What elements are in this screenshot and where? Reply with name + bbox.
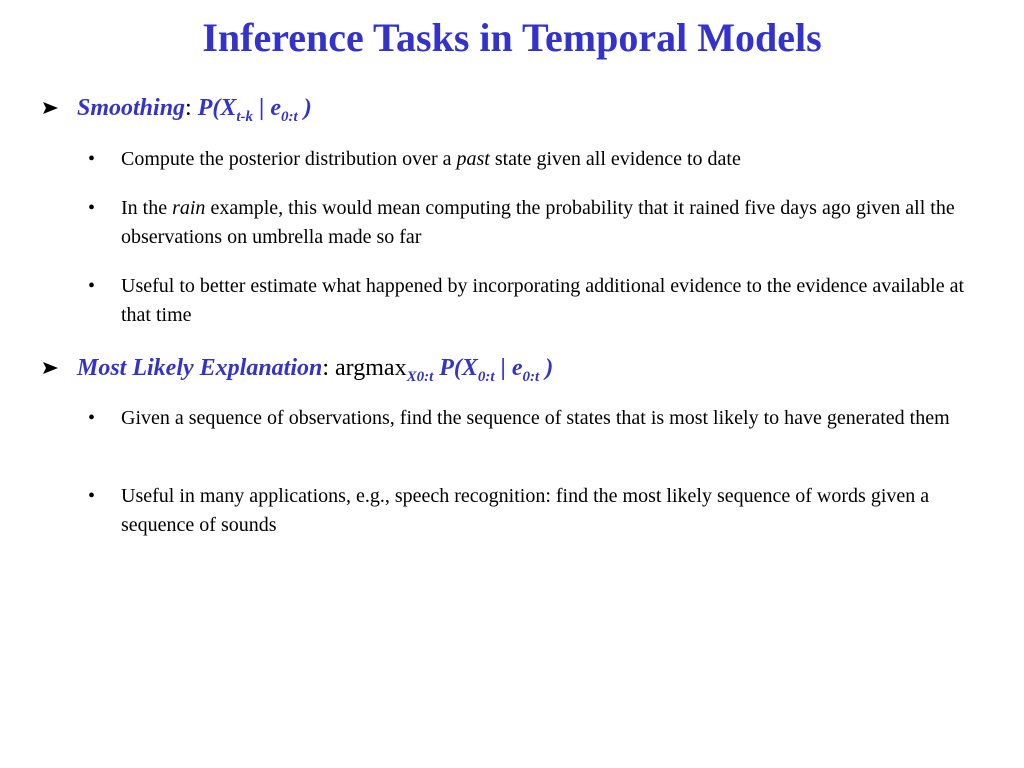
formula-subscript: 0:t bbox=[522, 369, 540, 385]
mle-formula bbox=[433, 355, 554, 385]
argmax-text: argmax bbox=[335, 355, 407, 381]
formula-suffix: ) bbox=[297, 95, 312, 121]
text-run: example, this would mean computing the probability that it rained five days ago given all the observations on umbrella made so far bbox=[121, 197, 955, 248]
formula-subscript: 0:t bbox=[281, 109, 298, 125]
bullet-dot-icon: • bbox=[88, 275, 96, 297]
list-item-text: Useful to better estimate what happened by incorporating additional evidence to the evidence available at that time bbox=[121, 275, 965, 326]
formula-prefix: P(X bbox=[433, 355, 478, 381]
formula-suffix: ) bbox=[539, 355, 554, 381]
bullet-dot-icon: • bbox=[88, 148, 96, 170]
list-item-text bbox=[121, 194, 971, 252]
formula-subscript: 0:t bbox=[477, 369, 495, 385]
list-item-text bbox=[121, 145, 971, 174]
formula-subscript: t-k bbox=[236, 109, 254, 125]
bullet-dot-icon: • bbox=[88, 197, 96, 219]
formula-evidence: e bbox=[511, 355, 523, 381]
formula-bar: | bbox=[494, 355, 512, 381]
smoothing-formula bbox=[197, 95, 312, 125]
mle-heading-text bbox=[77, 353, 553, 383]
arrowhead-bullet-icon bbox=[40, 93, 62, 123]
text-run: Compute the posterior distribution over a bbox=[121, 148, 457, 170]
text-run: state given all evidence to date bbox=[489, 148, 741, 170]
mle-label: Most Likely Explanation bbox=[77, 355, 323, 381]
bullet-dot-icon: • bbox=[88, 407, 96, 429]
list-item-text: Useful in many applications, e.g., speech recognition: find the most likely sequence of words given a sequence of sounds bbox=[121, 485, 930, 536]
arrowhead-bullet-icon bbox=[40, 353, 62, 383]
formula-evidence: e bbox=[270, 95, 282, 121]
text-run: In the bbox=[121, 197, 173, 219]
emphasis-text: past bbox=[456, 148, 490, 170]
list-item-text: Given a sequence of observations, find the sequence of states that is most likely to have generated them bbox=[121, 407, 950, 429]
smoothing-colon: : bbox=[185, 95, 192, 121]
formula-bar: | bbox=[253, 95, 271, 121]
formula-prefix: P(X bbox=[197, 95, 237, 121]
bullet-dot-icon: • bbox=[88, 485, 96, 507]
slide-title: Inference Tasks in Temporal Models bbox=[202, 15, 822, 60]
smoothing-label: Smoothing bbox=[77, 95, 186, 121]
smoothing-heading-text bbox=[77, 93, 312, 123]
argmax-subscript: X0:t bbox=[406, 369, 434, 385]
emphasis-text: rain bbox=[172, 197, 206, 219]
mle-colon: : bbox=[322, 355, 336, 381]
